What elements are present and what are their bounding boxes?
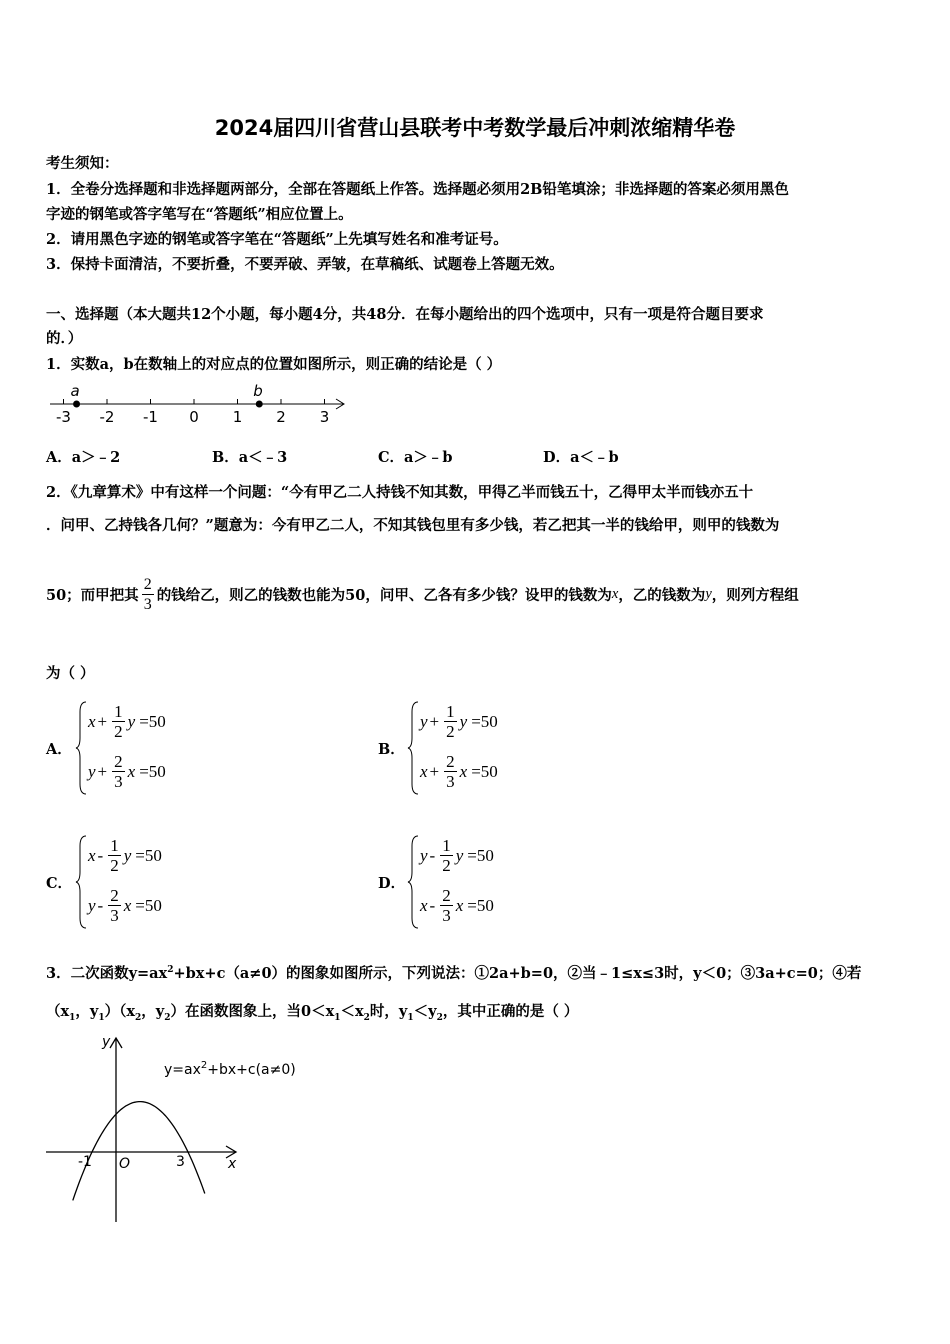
eq-var: y (459, 711, 468, 731)
q3-line-1-part-a: 3．二次函数y=ax (46, 965, 168, 982)
eq-rhs: =50 (467, 895, 494, 915)
q1-stem: 1．实数a，b在数轴上的对应点的位置如图所示，则正确的结论是（ ） (46, 356, 502, 373)
eq-var: y (420, 845, 428, 865)
q2-option-d[interactable] (378, 834, 678, 934)
q2-var-y: y (705, 586, 712, 602)
page-title: 2024届四川省营山县联考中考数学最后冲刺浓缩精华卷 (214, 116, 736, 140)
eq-fraction (440, 836, 453, 875)
section-heading-line-2: 的．） (46, 330, 83, 347)
q1-option-b[interactable]: B．a＜﹣3 (212, 449, 288, 466)
eq-fraction-denominator: 3 (110, 906, 119, 925)
eq-var: x (459, 761, 468, 781)
eq-rhs: =50 (471, 761, 498, 781)
eq-fraction (444, 752, 457, 791)
q2-line-4: 为（ ） (46, 665, 95, 682)
q3-line-2 (46, 1000, 578, 1023)
q3-line-1-sup: 2 (167, 965, 174, 976)
q3-l2-h: ＜y (413, 1003, 437, 1020)
eq-fraction-denominator: 3 (114, 772, 123, 791)
eq-fraction-numerator: 2 (442, 886, 451, 905)
eq-fraction-denominator: 3 (442, 906, 451, 925)
q3-l2-s1: 1 (69, 1012, 76, 1023)
q3-l2-s4: 2 (164, 1012, 171, 1023)
eq-fraction-numerator: 1 (110, 836, 119, 855)
eq-operator: - (429, 895, 436, 915)
q2-option-c-label: C． (46, 875, 73, 892)
eq-var: y (455, 845, 464, 865)
q2-fraction (142, 575, 154, 614)
eq-rhs: =50 (139, 711, 166, 731)
notice-heading: 考生须知： (46, 155, 119, 172)
notice-item-1-line-2: 字迹的钢笔或答字笔写在“答题纸”相应位置上。 (46, 206, 353, 223)
q3-l2-s7: 1 (407, 1012, 414, 1023)
number-line-point-b-label: b (253, 382, 263, 400)
eq-fraction-denominator: 2 (114, 722, 123, 741)
eq-fraction (112, 752, 125, 791)
q2-option-c[interactable] (46, 834, 346, 934)
q3-l2-b: ，y (75, 1003, 99, 1020)
q1-number-line (44, 382, 354, 430)
q3-l2-d: ，y (141, 1003, 165, 1020)
q3-l2-s2: 1 (98, 1012, 105, 1023)
eq-var: x (88, 845, 96, 865)
graph-function-label-b: +bx+c(a≠0) (207, 1062, 296, 1078)
q2-option-a-equation-1 (88, 702, 166, 741)
eq-operator: + (429, 761, 440, 781)
eq-fraction-numerator: 2 (110, 886, 119, 905)
q2-fraction-numerator: 2 (143, 576, 152, 593)
q2-option-a[interactable] (46, 700, 346, 800)
q3-l2-g: 时，y (369, 1003, 408, 1020)
q2-option-d-label: D． (378, 875, 406, 892)
graph-origin-label: O (119, 1156, 131, 1172)
graph-function-label-a: y=ax (164, 1062, 201, 1078)
number-line-point-a (73, 401, 80, 408)
q2-option-b[interactable] (378, 700, 678, 800)
q3-l2-a: （x (46, 1003, 70, 1020)
eq-rhs: =50 (135, 895, 162, 915)
graph-root2-label: 3 (176, 1154, 185, 1170)
q2-line-2: ．问甲、乙持钱各几何？”题意为：今有甲乙二人，不知其钱包里有多少钱，若乙把其一半的钱给甲，则甲的钱数为 (46, 517, 780, 534)
q2-option-d-equation-2 (420, 886, 494, 925)
q2-var-x: x (611, 586, 619, 602)
q3-l2-c: ）（x (104, 1003, 136, 1020)
q3-l2-s8: 2 (436, 1012, 443, 1023)
number-line-tick-label: 0 (189, 408, 199, 426)
q2-line-3 (46, 575, 799, 614)
eq-var: x (127, 761, 136, 781)
q2-option-b-equation-1 (420, 702, 498, 741)
q2-option-a-label: A． (46, 741, 72, 758)
eq-var: y (88, 895, 96, 915)
eq-operator: - (97, 895, 104, 915)
number-line-tick-label: -2 (99, 408, 115, 426)
graph-root1-label: -1 (78, 1154, 92, 1170)
eq-fraction (440, 886, 453, 925)
q3-l2-f: ＜x (340, 1003, 364, 1020)
eq-fraction-numerator: 1 (442, 836, 451, 855)
eq-operator: + (97, 761, 108, 781)
q2-option-d-equation-1 (420, 836, 494, 875)
eq-fraction-denominator: 2 (110, 856, 119, 875)
q2-option-b-equation-2 (420, 752, 498, 791)
q1-option-a[interactable]: A．a＞﹣2 (46, 449, 121, 466)
eq-fraction-numerator: 2 (114, 752, 123, 771)
eq-rhs: =50 (467, 845, 494, 865)
eq-operator: - (97, 845, 104, 865)
q1-option-c[interactable]: C．a＞﹣b (378, 449, 453, 466)
graph-y-label: y (102, 1034, 111, 1050)
eq-var: y (420, 711, 428, 731)
q3-parabola-graph (40, 1030, 300, 1230)
q3-l2-s3: 2 (135, 1012, 142, 1023)
q3-line-1 (46, 962, 861, 983)
q2-option-b-brace (406, 700, 420, 796)
graph-parabola-curve (73, 1102, 205, 1201)
eq-var: y (123, 845, 132, 865)
q2-line-3-part-a: 50；而甲把其 (46, 587, 139, 604)
eq-fraction (444, 702, 457, 741)
q2-option-b-label: B． (378, 741, 405, 758)
q2-option-c-equation-2 (88, 886, 162, 925)
eq-var: x (88, 711, 96, 731)
eq-var: y (127, 711, 136, 731)
graph-x-label: x (228, 1156, 237, 1172)
eq-fraction-numerator: 1 (114, 702, 123, 721)
q2-option-c-equation-1 (88, 836, 162, 875)
eq-rhs: =50 (135, 845, 162, 865)
number-line-tick-label: -1 (143, 408, 158, 426)
section-heading-line-1: 一、选择题（本大题共12个小题，每小题4分，共48分．在每小题给出的四个选项中，只有一项是符合题目要求 (46, 306, 764, 323)
eq-fraction-denominator: 3 (446, 772, 455, 791)
eq-fraction-numerator: 2 (446, 752, 455, 771)
q2-option-a-brace (74, 700, 88, 796)
number-line-tick-label: 2 (276, 408, 286, 426)
graph-function-label (164, 1060, 296, 1078)
eq-var: x (455, 895, 464, 915)
eq-fraction (108, 886, 121, 925)
q3-l2-i: ，其中正确的是（ ） (442, 1003, 579, 1020)
q3-l2-s5: 1 (334, 1012, 341, 1023)
graph-function-label-sup: 2 (200, 1060, 208, 1071)
q3-line-1-part-b: +bx+c（a≠0）的图象如图所示，下列说法：①2a+b=0，②当﹣1≤x≤3时，y＜0；③3a+c=0；④若 (173, 965, 862, 982)
eq-fraction-denominator: 2 (442, 856, 451, 875)
eq-fraction-denominator: 2 (446, 722, 455, 741)
eq-var: x (420, 761, 428, 781)
q3-l2-e: ）在函数图象上，当0＜x (170, 1003, 335, 1020)
eq-operator: + (97, 711, 108, 731)
eq-operator: - (429, 845, 436, 865)
q3-l2-s6: 2 (363, 1012, 370, 1023)
q2-line-1: 2．《九章算术》中有这样一个问题：“今有甲乙二人持钱不知其数，甲得乙半而钱五十，乙得甲太半而钱亦五十 (46, 484, 754, 501)
notice-item-1-line-1: 1．全卷分选择题和非选择题两部分，全部在答题纸上作答。选择题必须用2B铅笔填涂；非选择题的答案必须用黑色 (46, 181, 789, 198)
eq-var: y (88, 761, 96, 781)
eq-rhs: =50 (471, 711, 498, 731)
q2-line-3-part-c: ，乙的钱数为 (618, 587, 706, 604)
eq-operator: + (429, 711, 440, 731)
eq-var: x (123, 895, 132, 915)
eq-fraction-numerator: 1 (446, 702, 455, 721)
eq-var: x (420, 895, 428, 915)
q2-line-3-part-b: 的钱给乙，则乙的钱数也能为50，问甲、乙各有多少钱？设甲的钱数为 (156, 587, 612, 604)
q2-line-3-part-d: ，则列方程组 (711, 587, 799, 604)
number-line-point-b (256, 401, 263, 408)
number-line-point-a-label: a (70, 382, 80, 400)
eq-fraction (112, 702, 125, 741)
eq-fraction (108, 836, 121, 875)
q2-option-a-equation-2 (88, 752, 166, 791)
number-line-tick-label: -3 (56, 408, 71, 426)
notice-item-2: 2．请用黑色字迹的钢笔或答字笔在“答题纸”上先填写姓名和准考证号。 (46, 231, 508, 248)
q1-option-d[interactable]: D．a＜﹣b (543, 449, 619, 466)
q2-option-c-brace (74, 834, 88, 930)
q2-fraction-denominator: 3 (143, 596, 152, 613)
notice-item-3: 3．保持卡面清洁，不要折叠，不要弄破、弄皱，在草稿纸、试题卷上答题无效。 (46, 256, 564, 273)
eq-rhs: =50 (139, 761, 166, 781)
number-line-tick-label: 3 (319, 408, 330, 426)
number-line-tick-label: 1 (232, 408, 243, 426)
q2-option-d-brace (406, 834, 420, 930)
